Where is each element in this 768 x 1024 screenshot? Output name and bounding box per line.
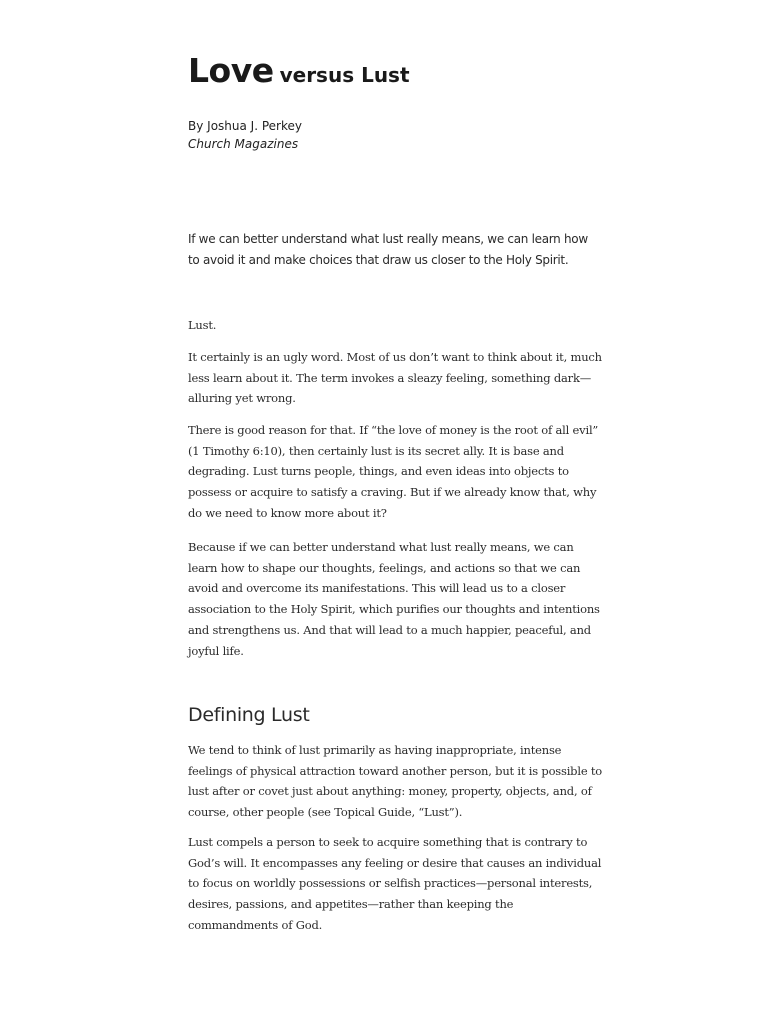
byline (188, 117, 302, 153)
author-line: By Joshua J. Perkey (188, 119, 302, 133)
section-heading: Defining Lust (188, 704, 310, 726)
paragraph-because: Because if we can better understand what lust really means, we can learn how to shape our thoughts, feelings, and actions so that we can avoid and overcome its manifestations. This will lead us to a closer association to the Holy Spirit, which purifies our thoughts and intentions and strengthens us. And that will lead to a much happier, peaceful, and joyful life. (188, 540, 600, 658)
article-title (188, 51, 410, 90)
paragraph-ugly-word: It certainly is an ugly word. Most of us don’t want to think about it, much less learn about it. The term invokes a sleazy feeling, something dark—alluring yet wrong. (188, 350, 602, 406)
paragraph-good-reason: There is good reason for that. If “the love of money is the root of all evil” (1 Timothy 6:10), then certainly lust is its secret ally. It is base and degrading. Lust turns people, things, and even ideas into objects to possess or acquire to satisfy a craving. But if we already know that, why do we need to know more about it? (188, 423, 599, 520)
paragraph-we-tend: We tend to think of lust primarily as having inappropriate, intense feelings of physical attraction toward another person, but it is possible to lust after or covet just about anything: money, property, objects, and, of course, other people (see Topical Guide, “Lust”). (188, 743, 603, 820)
article-title-main: Love (188, 51, 274, 90)
article-title-rest: versus Lust (279, 63, 410, 87)
paragraph-lust-compels: Lust compels a person to seek to acquire something that is contrary to God’s will. It encompasses any feeling or desire that causes an individual to focus on worldly possessions or selfish practices—personal interests, desires, passions, and appetites—rather than keeping the commandments of God. (188, 835, 602, 932)
article-intro: If we can better understand what lust really means, we can learn how to avoid it and make choices that draw us closer to the Holy Spirit. (188, 232, 588, 267)
publication-name: Church Magazines (188, 137, 299, 151)
paragraph-lust: Lust. (188, 318, 217, 332)
